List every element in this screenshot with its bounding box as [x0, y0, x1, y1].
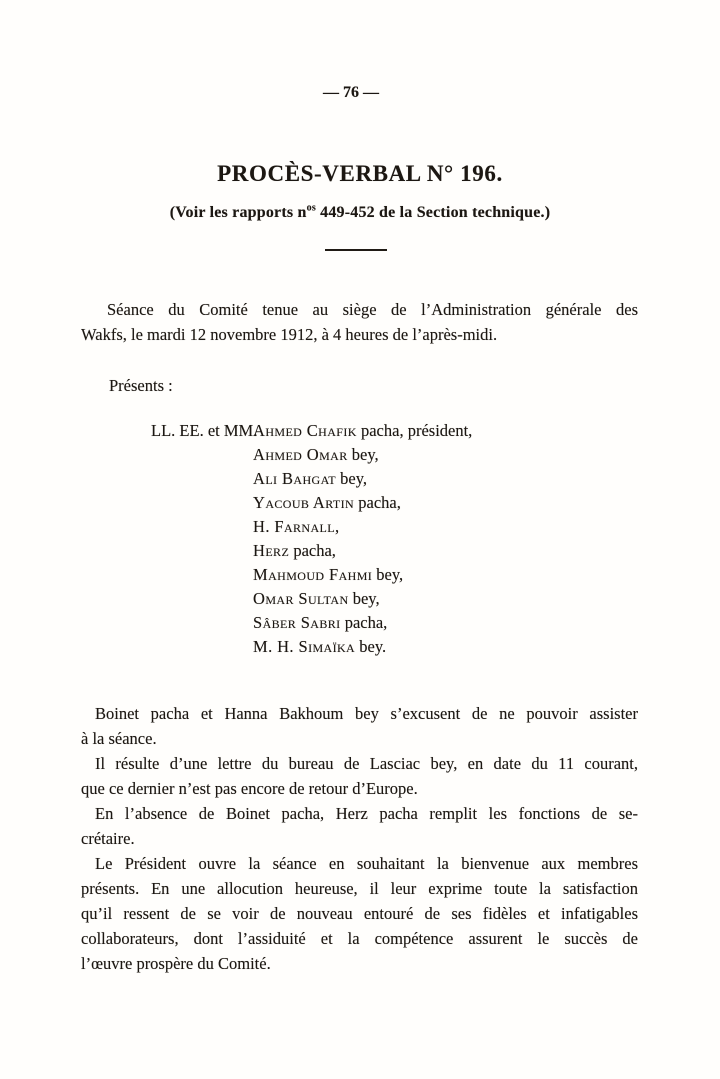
text-line: à la séance.: [81, 729, 157, 748]
attendee-title: ,: [335, 517, 340, 536]
attendee-name: Omar Sultan: [253, 589, 349, 608]
attendee-title: bey.: [355, 637, 387, 656]
attendee-name: M. H. Simaïka: [253, 637, 356, 656]
attendee-row: [253, 587, 472, 611]
document-subtitle: [0, 204, 720, 222]
attendee-name: H. Farnall: [253, 517, 336, 536]
subtitle-rest: 449-452 de la Section technique.): [315, 204, 551, 221]
attendee-title: bey,: [348, 589, 380, 608]
attendee-title: bey,: [336, 469, 368, 488]
attendee-row: [253, 515, 472, 539]
paragraph-secretary: [81, 801, 638, 851]
attendee-name: Sâber Sabri: [253, 613, 341, 632]
attendee-row: [253, 443, 472, 467]
paragraph-lasciac: [81, 751, 638, 801]
attendee-name: Herz: [253, 541, 290, 560]
attendee-name: Ahmed Chafik: [253, 421, 357, 440]
text-line: l’œuvre prospère du Comité.: [81, 954, 271, 973]
document-title: PROCÈS-VERBAL N° 196.: [217, 161, 503, 186]
text-line: Wakfs, le mardi 12 novembre 1912, à 4 heures de l’après-midi.: [81, 325, 498, 344]
attendee-title: pacha,: [289, 541, 336, 560]
text-line: que ce dernier n’est pas encore de retour d’Europe.: [81, 779, 418, 798]
text-line: Il résulte d’une lettre du bureau de Lasciac bey, en date du 11 courant,: [95, 754, 638, 773]
attendee-row: [253, 491, 472, 515]
attendees-leadin: LL. EE. et MM.: [151, 421, 258, 440]
attendee-row: [253, 563, 472, 587]
attendee-title: pacha,: [354, 493, 401, 512]
text-line: Le Président ouvre la séance en souhaitant la bienvenue aux membres: [95, 854, 638, 873]
attendee-title: pacha,: [340, 613, 388, 632]
attendee-name: Yacoub Artin: [253, 493, 355, 512]
attendee-title: bey,: [372, 565, 404, 584]
attendee-row: [253, 635, 472, 659]
attendee-name: Ahmed Omar: [253, 445, 348, 464]
attendee-row: [253, 467, 472, 491]
paragraph-absences: [81, 701, 638, 751]
attendee-name: Mahmoud Fahmi: [253, 565, 373, 584]
subtitle-lead: (Voir les rapports n: [169, 204, 307, 221]
attendee-row: [253, 611, 472, 635]
paragraph-president: [81, 851, 638, 976]
presents-label: Présents :: [109, 376, 173, 395]
attendee-row: [253, 539, 472, 563]
subtitle-superscript: os: [306, 202, 316, 214]
text-line: Boinet pacha et Hanna Bakhoum bey s’excusent de ne pouvoir assister: [95, 704, 638, 723]
text-line: présents. En une allocution heureuse, il leur exprime toute la satisfaction: [81, 879, 638, 898]
separator-rule: [325, 249, 387, 251]
attendees-list: [151, 419, 473, 659]
body-paragraphs: [81, 701, 638, 976]
attendee-row: [253, 419, 472, 443]
intro-paragraph: [81, 297, 638, 347]
text-line: collaborateurs, dont l’assiduité et la compétence assurent le succès de: [81, 929, 638, 948]
text-line: En l’absence de Boinet pacha, Herz pacha remplit les fonctions de se-: [95, 804, 638, 823]
attendee-title: bey,: [347, 445, 379, 464]
text-line: qu’il ressent de se voir de nouveau entouré de ses fidèles et infatigables: [81, 904, 638, 923]
text-line: Séance du Comité tenue au siège de l’Administration générale des: [107, 300, 638, 319]
text-line: crétaire.: [81, 829, 135, 848]
attendee-title: pacha, président,: [356, 421, 473, 440]
page-number: — 76 —: [323, 84, 379, 101]
attendee-name: Ali Bahgat: [253, 469, 337, 488]
